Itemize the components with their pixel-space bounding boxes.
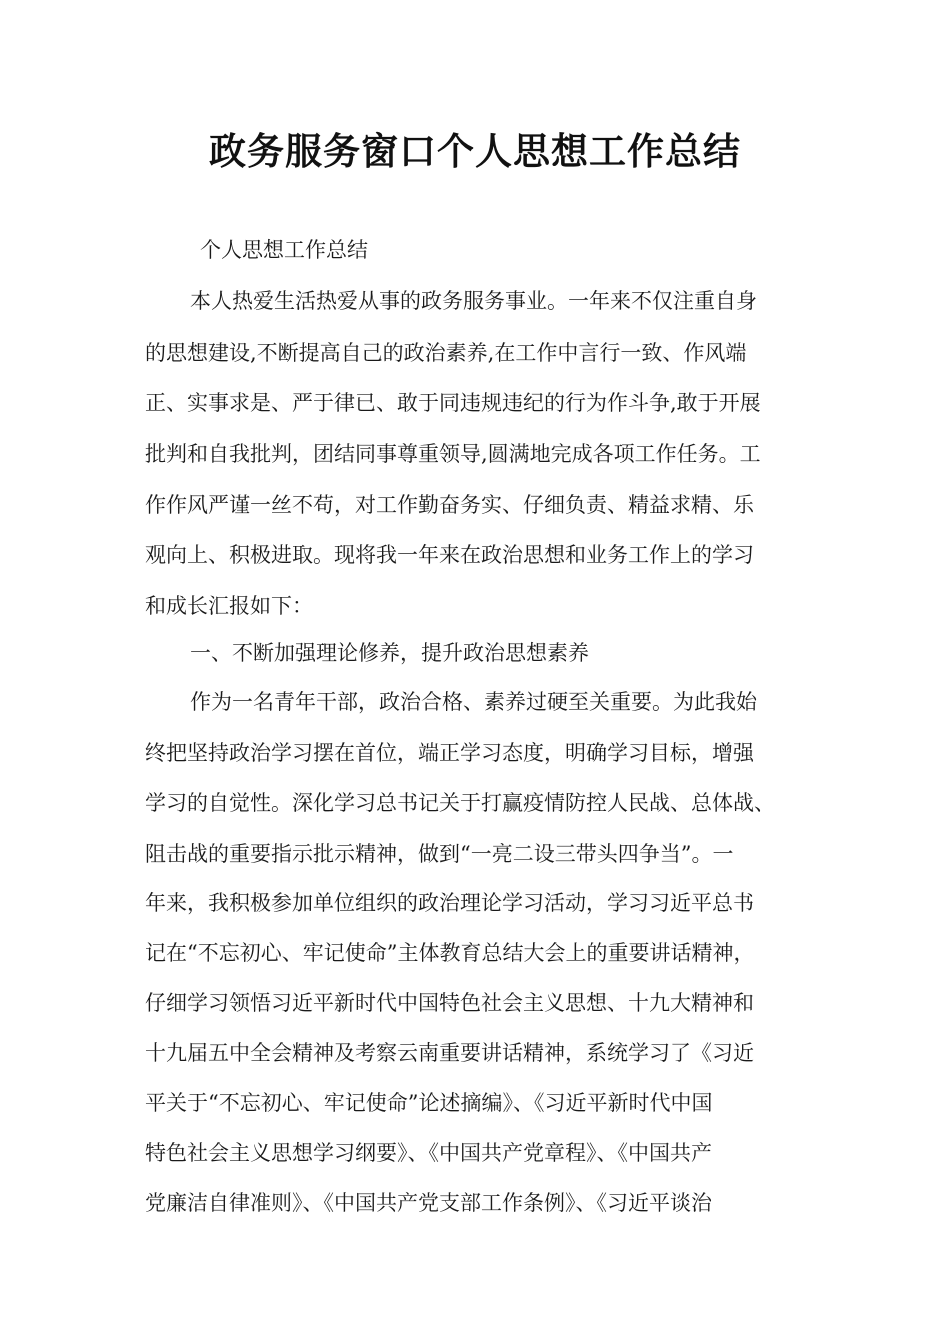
body-line: 十九届五中全会精神及考察云南重要讲话精神，系统学习了《习近: [145, 1041, 754, 1065]
body-line: 平关于“不忘初心、牢记使命”论述摘编》、《习近平新时代中国: [145, 1091, 713, 1115]
body-line: 正、实事求是、严于律已、敢于同违规违纪的行为作斗争,敢于开展: [145, 391, 761, 415]
body-line: 特色社会主义思想学习纲要》、《中国共产党章程》、《中国共产: [145, 1141, 712, 1165]
body-line: 终把坚持政治学习摆在首位，端正学习态度，明确学习目标，增强: [145, 741, 754, 765]
body-line: 记在“不忘初心、牢记使命”主体教育总结大会上的重要讲话精神，: [145, 941, 755, 965]
body-line: 作作风严谨一丝不苟，对工作勤奋务实、仔细负责、精益求精、乐: [145, 493, 754, 517]
body-line: 本人热爱生活热爱从事的政务服务事业。一年来不仅注重自身: [190, 289, 757, 313]
body-line: 的思想建设,不断提高自己的政治素养,在工作中言行一致、作风端: [145, 341, 747, 365]
document-subtitle: 个人思想工作总结: [200, 238, 368, 262]
body-line: 批判和自我批判，团结同事尊重领导,圆满地完成各项工作任务。工: [145, 442, 761, 466]
body-line: 党廉洁自律准则》、《中国共产党支部工作条例》、《习近平谈治: [145, 1191, 712, 1215]
body-line: 学习的自觉性。深化学习总书记关于打赢疫情防控人民战、总体战、: [145, 791, 775, 815]
body-line: 作为一名青年干部，政治合格、素养过硬至关重要。为此我始: [190, 690, 757, 714]
body-line: 阻击战的重要指示批示精神，做到“一亮二设三带头四争当”。一: [145, 842, 734, 866]
body-line: 仔细学习领悟习近平新时代中国特色社会主义思想、十九大精神和: [145, 991, 754, 1015]
body-line: 年来，我积极参加单位组织的政治理论学习活动，学习习近平总书: [145, 891, 754, 915]
document-title: 政务服务窗口个人思想工作总结: [209, 130, 741, 173]
body-line: 观向上、积极进取。现将我一年来在政治思想和业务工作上的学习: [145, 543, 754, 567]
body-line: 和成长汇报如下：: [145, 594, 313, 618]
section-heading: 一、不断加强理论修养，提升政治思想素养: [190, 641, 589, 665]
